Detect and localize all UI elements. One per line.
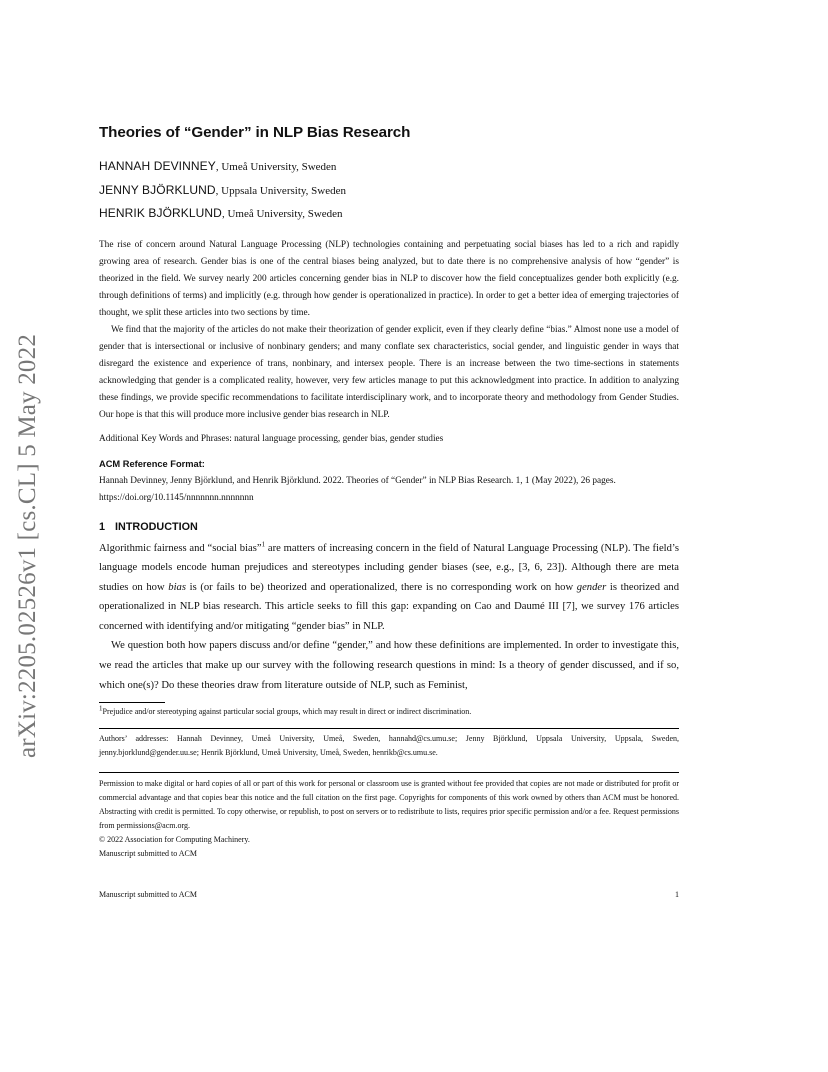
authors-addresses: Authors’ addresses: Hannah Devinney, Umeå University, Umeå, Sweden, hannahd@cs.umu.se; Jenny Björklund, Uppsala University, Uppsala, Sweden, jenny.bjorklund@gender.uu.se; Henrik Björklund, Umeå University, Umeå, Sweden, henrikb@cs.umu.se. — [99, 734, 679, 758]
author-entry — [99, 155, 679, 179]
footnote-mark: 1 — [99, 704, 103, 713]
keywords: Additional Key Words and Phrases: natural language processing, gender bias, gender studies — [99, 433, 444, 444]
footer-left: Manuscript submitted to ACM — [99, 890, 197, 899]
author-name: HANNAH DEVINNEY — [99, 159, 216, 173]
acm-reference-text: Hannah Devinney, Jenny Björklund, and Henrik Björklund. 2022. Theories of “Gender” in NLP Bias Research. 1, 1 (May 2022), 26 pages. https://doi.org/10.1145/nnnnnnn.nnnnnnn — [99, 475, 616, 503]
abstract-paragraph: The rise of concern around Natural Language Processing (NLP) technologies containing and perpetuating social biases has led to a rich and rapidly growing area of research. Gender bias is one of the central biases being analyzed, but to date there is no comprehensive analysis of how “gender” is theorized in the field. We survey nearly 200 articles concerning gender bias in NLP to discover how the field conceptualizes gender both explicitly (e.g. through definitions of terms) and implicitly (e.g. through how gender is operationalized in practice). In order to get a better idea of emerging trajectories of thought, we split these articles into two sections by time. — [99, 239, 679, 318]
intro-paragraph: We question both how papers discuss and/or define “gender,” and how these definitions are implemented. In order to investigate this, we read the articles that make up our survey with the following research questions in mind: Is a theory of gender discussed, and if so, which one(s)? Do these theories draw from literature outside of NLP, such as Feminist, — [99, 640, 679, 691]
section-heading — [99, 521, 679, 533]
intro-body — [99, 539, 679, 696]
running-footer — [99, 890, 679, 899]
section-number: 1 — [99, 520, 106, 533]
paper-title: Theories of “Gender” in NLP Bias Research — [99, 124, 411, 141]
divider — [99, 728, 679, 729]
footnote-divider — [99, 702, 165, 703]
text-run: is theorized and operationalized in NLP bias research. This article seeks to fill this gap: expanding on Cao and Daumé III [7], we survey 176 articles concerned with identifying and/or mitigating “gender bias” in NLP. — [99, 581, 680, 632]
divider — [99, 772, 679, 773]
author-affiliation: , Uppsala University, Sweden — [215, 184, 346, 197]
text-run: is (or fails to be) theorized and operationalized, there is no corresponding work on how — [185, 581, 577, 593]
footnote-ref[interactable]: 1 — [261, 539, 266, 548]
manuscript-note: Manuscript submitted to ACM — [99, 849, 197, 859]
author-affiliation: , Umeå University, Sweden — [215, 161, 337, 173]
author-entry — [99, 179, 679, 203]
intro-paragraph — [99, 539, 679, 637]
copyright-notice: © 2022 Association for Computing Machinery. — [99, 835, 250, 845]
emphasis: gender — [576, 581, 607, 593]
arxiv-stamp: arXiv:2205.02526v1 [cs.CL] 5 May 2022 — [14, 333, 41, 758]
page-content — [99, 124, 679, 861]
page-number: 1 — [675, 890, 679, 899]
text-run: are matters of increasing concern in the field of Natural Language Processing (NLP). The field’s language models encode human prejudices and stereotypes including gender biases (see, e.g., [3, 6, 23]). Although there are meta studies on how — [99, 542, 679, 593]
emphasis: bias — [168, 581, 186, 593]
author-entry — [99, 202, 679, 226]
abstract — [99, 237, 679, 424]
footnote — [99, 704, 679, 717]
acm-reference — [99, 456, 679, 507]
author-list — [99, 155, 679, 226]
acm-reference-heading: ACM Reference Format: — [99, 458, 205, 469]
author-affiliation: , Umeå University, Sweden — [221, 208, 343, 220]
permission-notice: Permission to make digital or hard copies of all or part of this work for personal or classroom use is granted without fee provided that copies are not made or distributed for profit or commercial advantage and that copies bear this notice and the full citation on the first page. Copyrights for components of this work owned by others than ACM must be honored. Abstracting with credit is permitted. To copy otherwise, or republish, to post on servers or to redistribute to lists, requires prior specific permission and/or a fee. Request permissions from permissions@acm.org. — [99, 779, 679, 831]
text-run: Algorithmic fairness and “social bias” — [99, 542, 262, 554]
footnote-text: Prejudice and/or stereotyping against particular social groups, which may result in direct or indirect discrimination. — [102, 707, 472, 717]
author-name: HENRIK BJÖRKLUND — [99, 206, 222, 220]
author-name: JENNY BJÖRKLUND — [99, 182, 216, 197]
abstract-paragraph: We find that the majority of the articles do not make their theorization of gender explicit, even if they clearly define “bias.” Almost none use a model of gender that is intersectional or inclusive of nonbinary genders; and many conflate sex characteristics, social gender, and linguistic gender in ways that disregard the existence and experience of trans, nonbinary, and intersex people. There is an increase between the two time-sections in statements acknowledging that gender is a complicated reality, however, very few articles manage to put this acknowledgment into practice. In addition to analyzing these findings, we provide specific recommendations to facilitate interdisciplinary work, and to incorporate theory and methodology from Gender Studies. Our hope is that this will produce more inclusive gender bias research in NLP. — [99, 324, 679, 420]
section-title: INTRODUCTION — [115, 520, 198, 533]
